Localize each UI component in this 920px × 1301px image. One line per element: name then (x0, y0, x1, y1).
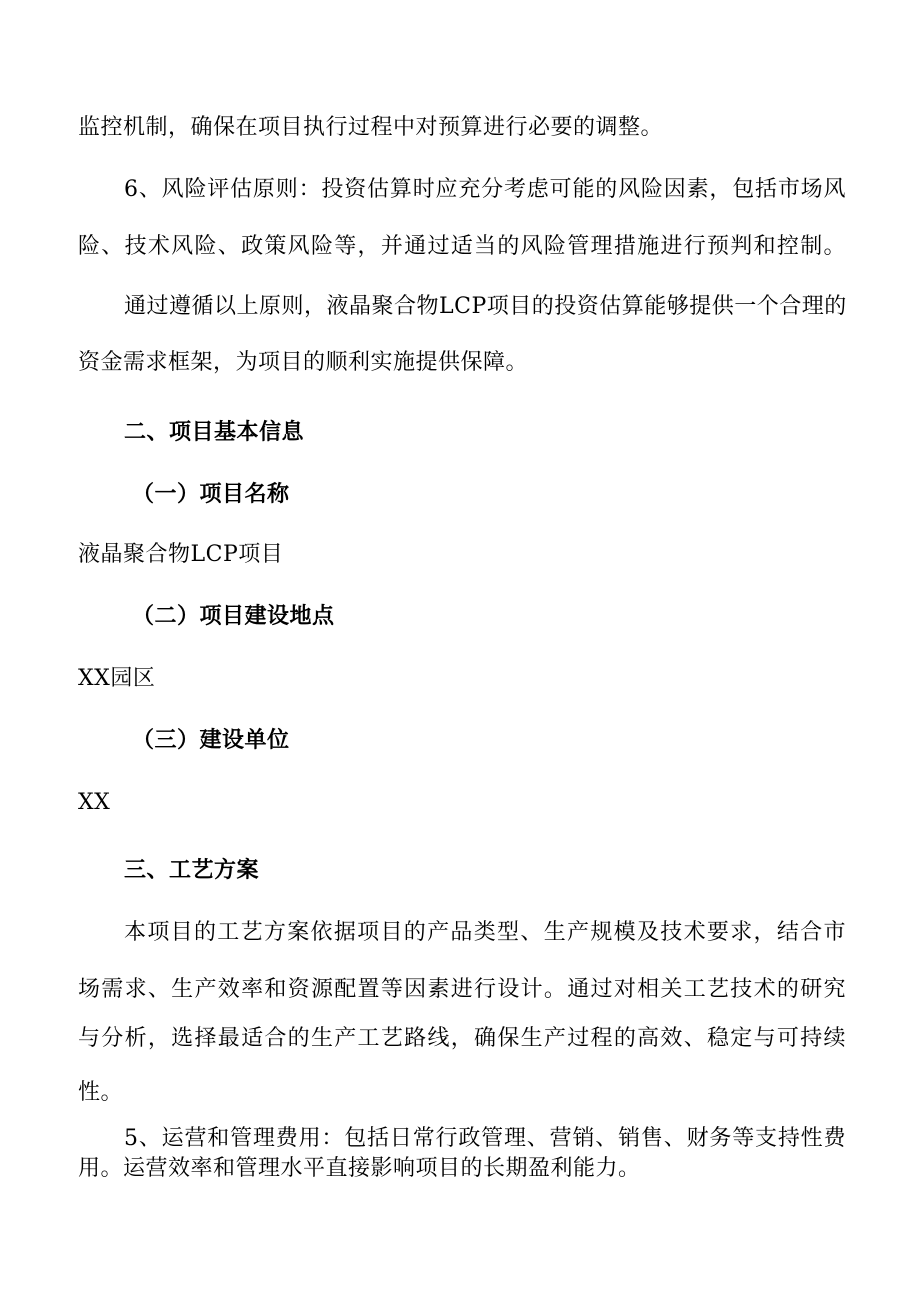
subsection-heading: （二）项目建设地点 (132, 604, 335, 629)
paragraph-line: 险、技术风险、政策风险等，并通过适当的风险管理措施进行预判和控制。 (78, 234, 846, 259)
paragraph-line: 场需求、生产效率和资源配置等因素进行设计。通过对相关工艺技术的研究 (78, 977, 846, 1002)
subsection-heading: （一）项目名称 (132, 482, 290, 507)
subsection-heading: （三）建设单位 (132, 728, 290, 753)
paragraph-line: 通过遵循以上原则，液晶聚合物LCP项目的投资估算能够提供一个合理的 (124, 294, 847, 319)
builder-text: XX (78, 790, 111, 815)
paragraph-line: 性。 (78, 1080, 124, 1105)
paragraph-line: 用。运营效率和管理水平直接影响项目的长期盈利能力。 (78, 1156, 641, 1181)
paragraph-line: 本项目的工艺方案依据项目的产品类型、生产规模及技术要求，结合市 (124, 920, 846, 945)
section-heading: 三、工艺方案 (124, 858, 260, 883)
paragraph-line: 监控机制，确保在项目执行过程中对预算进行必要的调整。 (78, 115, 664, 140)
section-heading: 二、项目基本信息 (124, 420, 305, 445)
paragraph-line: 6、风险评估原则：投资估算时应充分考虑可能的风险因素，包括市场风 (124, 177, 846, 202)
project-name-text: 液晶聚合物LCP项目 (78, 542, 284, 567)
paragraph-line: 与分析，选择最适合的生产工艺路线，确保生产过程的高效、稳定与可持续 (78, 1026, 846, 1051)
location-text: XX园区 (78, 666, 156, 691)
paragraph-line: 资金需求框架，为项目的顺利实施提供保障。 (78, 350, 529, 375)
paragraph-line: 5、运营和管理费用：包括日常行政管理、营销、销售、财务等支持性费 (124, 1126, 846, 1151)
